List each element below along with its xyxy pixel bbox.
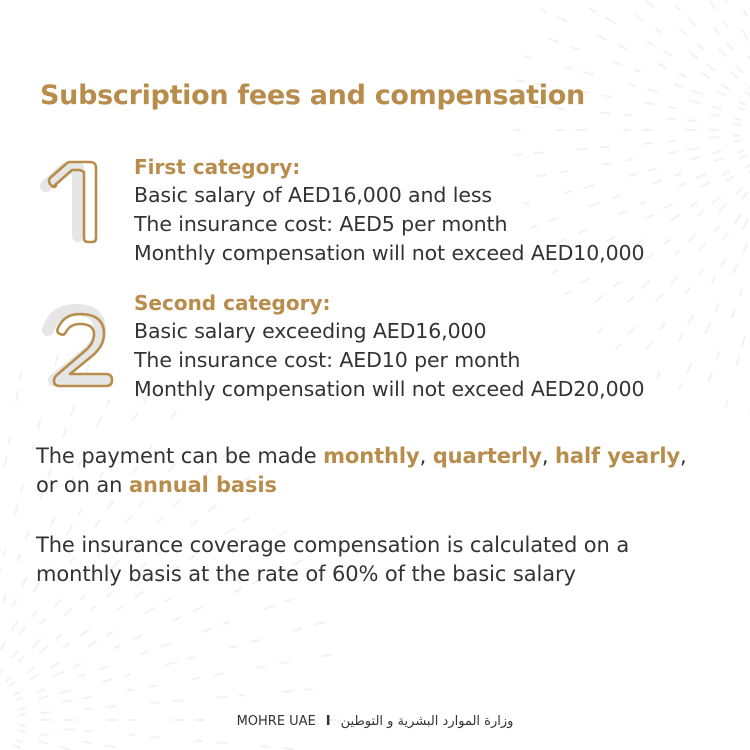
footer [0,714,750,729]
first-category-salary: Basic salary of AED16,000 and less [134,183,493,207]
payment-line2-prefix: or on an [36,473,129,497]
page-title: Subscription fees and compensation [40,80,585,111]
first-category-title: First category: [134,155,301,179]
payment-separator: , [680,444,687,468]
second-category-insurance-cost: The insurance cost: AED10 per month [134,348,521,372]
first-category [134,153,644,268]
second-category-compensation: Monthly compensation will not exceed AED20,000 [134,377,645,401]
footer-brand: MOHRE UAE [236,714,316,729]
payment-option-half-yearly: half yearly [555,444,681,468]
payment-separator: , [541,444,556,468]
first-category-compensation: Monthly compensation will not exceed AED10,000 [134,241,645,265]
second-category [134,289,644,404]
payment-option-quarterly: quarterly [432,444,542,468]
coverage-paragraph [36,531,736,589]
payment-option-annual: annual basis [128,473,277,497]
number-two-icon [40,304,116,390]
second-category-salary: Basic salary exceeding AED16,000 [134,319,487,343]
payment-separator: , [419,444,433,468]
payment-option-monthly: monthly [323,444,420,468]
coverage-line-1: The insurance coverage compensation is calculated on a [36,533,630,557]
footer-separator: I [325,714,331,729]
second-category-title: Second category: [134,291,331,315]
payment-prefix: The payment can be made [36,444,324,468]
number-one-icon [40,158,104,246]
coverage-line-2: monthly basis at the rate of 60% of the basic salary [36,562,576,586]
first-category-insurance-cost: The insurance cost: AED5 per month [134,212,508,236]
footer-arabic-ministry-name: وزارة الموارد البشرية و التوطين [340,714,514,729]
payment-options-paragraph [36,442,736,500]
